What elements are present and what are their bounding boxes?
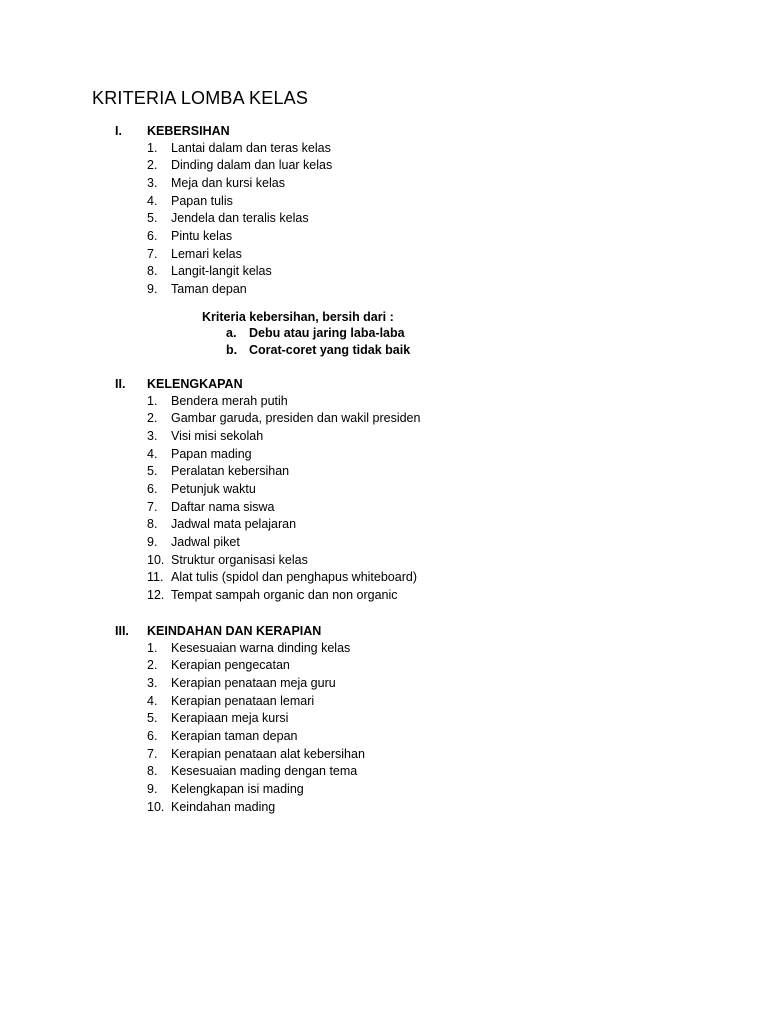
section-title: KEINDAHAN DAN KERAPIAN: [147, 624, 322, 638]
list-item: [0, 463, 768, 481]
item-number: 3.: [147, 675, 158, 690]
criteria-letter: b.: [226, 343, 238, 357]
list-item: [0, 263, 768, 281]
item-text: Lantai dalam dan teras kelas: [171, 140, 331, 155]
list-item: [0, 640, 768, 658]
list-item: [0, 781, 768, 799]
section-keindahan-heading: [0, 622, 768, 640]
item-number: 11.: [147, 570, 164, 585]
list-item: [0, 157, 768, 175]
criteria-item: [0, 342, 768, 359]
list-item: [0, 675, 768, 693]
item-text: Tempat sampah organic dan non organic: [171, 588, 398, 603]
item-number: 7.: [147, 499, 158, 514]
item-number: 9.: [147, 282, 158, 296]
section-number: I.: [115, 124, 122, 138]
item-number: 12.: [147, 588, 165, 603]
item-number: 1.: [147, 393, 158, 408]
list-item: [0, 193, 768, 211]
item-text: Langit-langit kelas: [171, 264, 272, 279]
item-number: 9.: [147, 782, 158, 796]
section-number: III.: [115, 624, 129, 638]
list-item: [0, 728, 768, 746]
item-text: Kerapian pengecatan: [171, 658, 290, 673]
item-text: Meja dan kursi kelas: [171, 175, 285, 190]
section-kebersihan-heading: [0, 122, 768, 140]
list-item: [0, 410, 768, 428]
section-title: KEBERSIHAN: [147, 124, 230, 138]
item-text: Bendera merah putih: [171, 393, 288, 408]
list-item: [0, 393, 768, 411]
item-text: Kelengkapan isi mading: [171, 782, 304, 796]
list-item: [0, 569, 768, 587]
criteria-text: Debu atau jaring laba-laba: [249, 326, 405, 340]
item-text: Jadwal mata pelajaran: [171, 517, 297, 532]
item-text: Kerapiaan meja kursi: [171, 711, 289, 726]
kelengkapan-list: [0, 393, 768, 605]
item-text: Visi misi sekolah: [171, 428, 264, 443]
list-item: [0, 799, 768, 817]
list-item: [0, 175, 768, 193]
item-text: Taman depan: [171, 282, 247, 296]
criteria-list: [0, 325, 768, 359]
section-title: KELENGKAPAN: [147, 377, 243, 391]
list-item: [0, 746, 768, 764]
item-text: Daftar nama siswa: [171, 499, 275, 514]
item-text: Kerapian penataan lemari: [171, 693, 315, 708]
item-number: 2.: [147, 411, 158, 426]
item-number: 10.: [147, 552, 165, 567]
item-text: Gambar garuda, presiden dan wakil presiden: [171, 411, 421, 426]
criteria-heading: Kriteria kebersihan, bersih dari :: [202, 310, 394, 324]
item-text: Kerapian taman depan: [171, 728, 298, 743]
item-text: Alat tulis (spidol dan penghapus whiteboard): [171, 570, 417, 585]
item-text: Kerapian penataan alat kebersihan: [171, 746, 365, 761]
item-text: Pintu kelas: [171, 228, 233, 243]
item-number: 3.: [147, 175, 158, 190]
item-text: Petunjuk waktu: [171, 481, 256, 496]
list-item: [0, 140, 768, 158]
list-item: [0, 246, 768, 264]
item-number: 7.: [147, 246, 158, 261]
list-item: [0, 210, 768, 228]
list-item: [0, 657, 768, 675]
item-text: Dinding dalam dan luar kelas: [171, 158, 333, 173]
item-text: Kesesuaian mading dengan tema: [171, 764, 358, 779]
list-item: [0, 552, 768, 570]
item-number: 8.: [147, 764, 158, 779]
item-text: Kerapian penataan meja guru: [171, 675, 336, 690]
item-text: Keindahan mading: [171, 799, 276, 814]
item-number: 6.: [147, 481, 158, 496]
item-number: 5.: [147, 211, 158, 226]
list-item: [0, 516, 768, 534]
item-text: Papan tulis: [171, 193, 233, 208]
item-number: 3.: [147, 428, 158, 443]
item-number: 1.: [147, 140, 158, 155]
item-number: 4.: [147, 193, 158, 208]
list-item: [0, 446, 768, 464]
item-text: Peralatan kebersihan: [171, 464, 290, 479]
criteria-item: [0, 325, 768, 342]
item-text: Struktur organisasi kelas: [171, 552, 308, 567]
item-number: 2.: [147, 158, 158, 173]
item-number: 10.: [147, 799, 165, 814]
list-item: [0, 763, 768, 781]
list-item: [0, 587, 768, 605]
item-text: Kesesuaian warna dinding kelas: [171, 640, 351, 655]
criteria-letter: a.: [226, 326, 237, 340]
list-item: [0, 481, 768, 499]
kebersihan-list: [0, 140, 768, 299]
list-item: [0, 428, 768, 446]
item-number: 9.: [147, 535, 158, 549]
list-item: [0, 499, 768, 517]
item-number: 4.: [147, 446, 158, 461]
item-number: 6.: [147, 728, 158, 743]
criteria-text: Corat-coret yang tidak baik: [249, 343, 411, 357]
list-item: [0, 281, 768, 299]
item-number: 8.: [147, 517, 158, 532]
item-number: 6.: [147, 228, 158, 243]
section-number: II.: [115, 377, 126, 391]
item-text: Lemari kelas: [171, 246, 242, 261]
list-item: [0, 693, 768, 711]
list-item: [0, 228, 768, 246]
item-number: 4.: [147, 693, 158, 708]
item-number: 2.: [147, 658, 158, 673]
document-title: KRITERIA LOMBA KELAS: [92, 88, 309, 108]
item-number: 8.: [147, 264, 158, 279]
keindahan-list: [0, 640, 768, 817]
list-item: [0, 710, 768, 728]
item-text: Papan mading: [171, 446, 252, 461]
item-number: 1.: [147, 640, 158, 655]
section-kelengkapan-heading: [0, 375, 768, 393]
item-text: Jadwal piket: [171, 535, 240, 549]
item-number: 5.: [147, 464, 158, 479]
item-number: 5.: [147, 711, 158, 726]
item-number: 7.: [147, 746, 158, 761]
item-text: Jendela dan teralis kelas: [171, 211, 309, 226]
list-item: [0, 534, 768, 552]
